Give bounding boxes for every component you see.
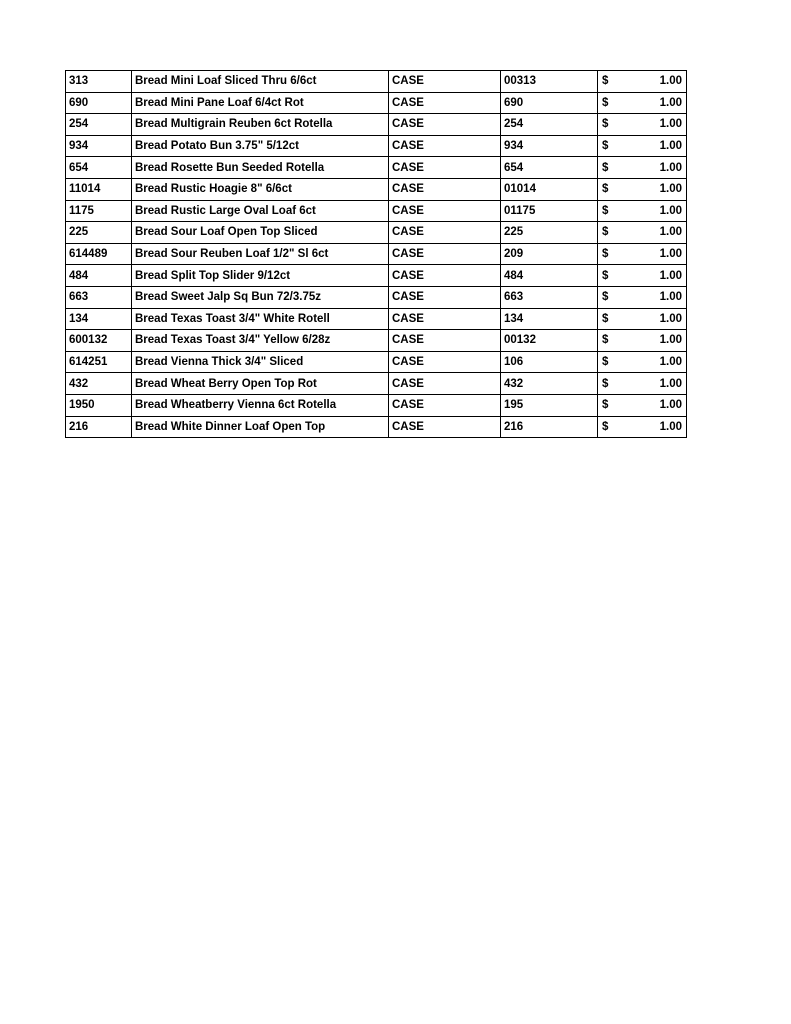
price-cell (598, 157, 687, 179)
description-cell: Bread Sour Loaf Open Top Sliced (132, 222, 389, 244)
price-amount: 1.00 (659, 248, 682, 261)
code-cell: 01175 (501, 200, 598, 222)
price-cell (598, 71, 687, 93)
code-cell: 00132 (501, 330, 598, 352)
description-cell: Bread Mini Loaf Sliced Thru 6/6ct (132, 71, 389, 93)
currency-symbol: $ (602, 269, 609, 282)
item-number-cell: 11014 (66, 178, 132, 200)
price-amount: 1.00 (659, 269, 682, 282)
description-cell: Bread Rustic Hoagie 8" 6/6ct (132, 178, 389, 200)
price-cell (598, 330, 687, 352)
unit-cell: CASE (389, 373, 501, 395)
price-amount: 1.00 (659, 118, 682, 131)
price-amount: 1.00 (659, 96, 682, 109)
table-row (66, 286, 687, 308)
code-cell: 690 (501, 92, 598, 114)
unit-cell: CASE (389, 114, 501, 136)
currency-symbol: $ (602, 161, 609, 174)
currency-symbol: $ (602, 312, 609, 325)
code-cell: 663 (501, 286, 598, 308)
price-cell (598, 394, 687, 416)
price-cell (598, 200, 687, 222)
item-number-cell: 1950 (66, 394, 132, 416)
description-cell: Bread Sweet Jalp Sq Bun 72/3.75z (132, 286, 389, 308)
item-number-cell: 614251 (66, 351, 132, 373)
price-cell (598, 92, 687, 114)
code-cell: 01014 (501, 178, 598, 200)
table-row (66, 330, 687, 352)
price-amount: 1.00 (659, 75, 682, 88)
table-row (66, 308, 687, 330)
price-cell (598, 114, 687, 136)
item-number-cell: 1175 (66, 200, 132, 222)
currency-symbol: $ (602, 140, 609, 153)
code-cell: 216 (501, 416, 598, 438)
item-number-cell: 313 (66, 71, 132, 93)
table-row (66, 71, 687, 93)
table-row (66, 243, 687, 265)
description-cell: Bread Vienna Thick 3/4" Sliced (132, 351, 389, 373)
code-cell: 00313 (501, 71, 598, 93)
unit-cell: CASE (389, 330, 501, 352)
table-row (66, 416, 687, 438)
table-row (66, 351, 687, 373)
table-body (66, 71, 687, 438)
description-cell: Bread Multigrain Reuben 6ct Rotella (132, 114, 389, 136)
currency-symbol: $ (602, 399, 609, 412)
code-cell: 484 (501, 265, 598, 287)
item-number-cell: 432 (66, 373, 132, 395)
unit-cell: CASE (389, 351, 501, 373)
currency-symbol: $ (602, 96, 609, 109)
unit-cell: CASE (389, 200, 501, 222)
price-cell (598, 373, 687, 395)
description-cell: Bread Mini Pane Loaf 6/4ct Rot (132, 92, 389, 114)
price-amount: 1.00 (659, 140, 682, 153)
description-cell: Bread Wheat Berry Open Top Rot (132, 373, 389, 395)
price-amount: 1.00 (659, 204, 682, 217)
currency-symbol: $ (602, 334, 609, 347)
price-cell (598, 308, 687, 330)
price-cell (598, 286, 687, 308)
item-number-cell: 134 (66, 308, 132, 330)
currency-symbol: $ (602, 226, 609, 239)
code-cell: 209 (501, 243, 598, 265)
table-row (66, 157, 687, 179)
item-number-cell: 254 (66, 114, 132, 136)
price-amount: 1.00 (659, 377, 682, 390)
price-amount: 1.00 (659, 183, 682, 196)
price-amount: 1.00 (659, 312, 682, 325)
code-cell: 225 (501, 222, 598, 244)
code-cell: 432 (501, 373, 598, 395)
table-row (66, 222, 687, 244)
product-price-table (65, 70, 687, 438)
unit-cell: CASE (389, 157, 501, 179)
price-cell (598, 416, 687, 438)
code-cell: 195 (501, 394, 598, 416)
price-cell (598, 222, 687, 244)
unit-cell: CASE (389, 308, 501, 330)
item-number-cell: 225 (66, 222, 132, 244)
currency-symbol: $ (602, 183, 609, 196)
price-amount: 1.00 (659, 356, 682, 369)
currency-symbol: $ (602, 248, 609, 261)
price-amount: 1.00 (659, 420, 682, 433)
table-row (66, 135, 687, 157)
price-cell (598, 265, 687, 287)
unit-cell: CASE (389, 178, 501, 200)
unit-cell: CASE (389, 265, 501, 287)
price-cell (598, 178, 687, 200)
currency-symbol: $ (602, 377, 609, 390)
code-cell: 254 (501, 114, 598, 136)
code-cell: 134 (501, 308, 598, 330)
price-cell (598, 351, 687, 373)
item-number-cell: 600132 (66, 330, 132, 352)
table-row (66, 200, 687, 222)
currency-symbol: $ (602, 118, 609, 131)
currency-symbol: $ (602, 291, 609, 304)
code-cell: 106 (501, 351, 598, 373)
currency-symbol: $ (602, 75, 609, 88)
item-number-cell: 484 (66, 265, 132, 287)
description-cell: Bread Rustic Large Oval Loaf 6ct (132, 200, 389, 222)
price-amount: 1.00 (659, 161, 682, 174)
table-row (66, 373, 687, 395)
currency-symbol: $ (602, 204, 609, 217)
description-cell: Bread Texas Toast 3/4" White Rotell (132, 308, 389, 330)
description-cell: Bread Potato Bun 3.75" 5/12ct (132, 135, 389, 157)
unit-cell: CASE (389, 416, 501, 438)
table-row (66, 178, 687, 200)
description-cell: Bread White Dinner Loaf Open Top (132, 416, 389, 438)
price-amount: 1.00 (659, 399, 682, 412)
description-cell: Bread Rosette Bun Seeded Rotella (132, 157, 389, 179)
price-amount: 1.00 (659, 291, 682, 304)
description-cell: Bread Wheatberry Vienna 6ct Rotella (132, 394, 389, 416)
table-row (66, 394, 687, 416)
item-number-cell: 690 (66, 92, 132, 114)
table-row (66, 265, 687, 287)
code-cell: 934 (501, 135, 598, 157)
unit-cell: CASE (389, 394, 501, 416)
table-row (66, 92, 687, 114)
unit-cell: CASE (389, 243, 501, 265)
item-number-cell: 934 (66, 135, 132, 157)
unit-cell: CASE (389, 71, 501, 93)
code-cell: 654 (501, 157, 598, 179)
description-cell: Bread Split Top Slider 9/12ct (132, 265, 389, 287)
currency-symbol: $ (602, 420, 609, 433)
price-amount: 1.00 (659, 226, 682, 239)
price-amount: 1.00 (659, 334, 682, 347)
price-cell (598, 135, 687, 157)
description-cell: Bread Texas Toast 3/4" Yellow 6/28z (132, 330, 389, 352)
table-row (66, 114, 687, 136)
currency-symbol: $ (602, 356, 609, 369)
unit-cell: CASE (389, 222, 501, 244)
item-number-cell: 614489 (66, 243, 132, 265)
unit-cell: CASE (389, 286, 501, 308)
item-number-cell: 654 (66, 157, 132, 179)
price-cell (598, 243, 687, 265)
item-number-cell: 216 (66, 416, 132, 438)
unit-cell: CASE (389, 135, 501, 157)
item-number-cell: 663 (66, 286, 132, 308)
description-cell: Bread Sour Reuben Loaf 1/2" Sl 6ct (132, 243, 389, 265)
unit-cell: CASE (389, 92, 501, 114)
